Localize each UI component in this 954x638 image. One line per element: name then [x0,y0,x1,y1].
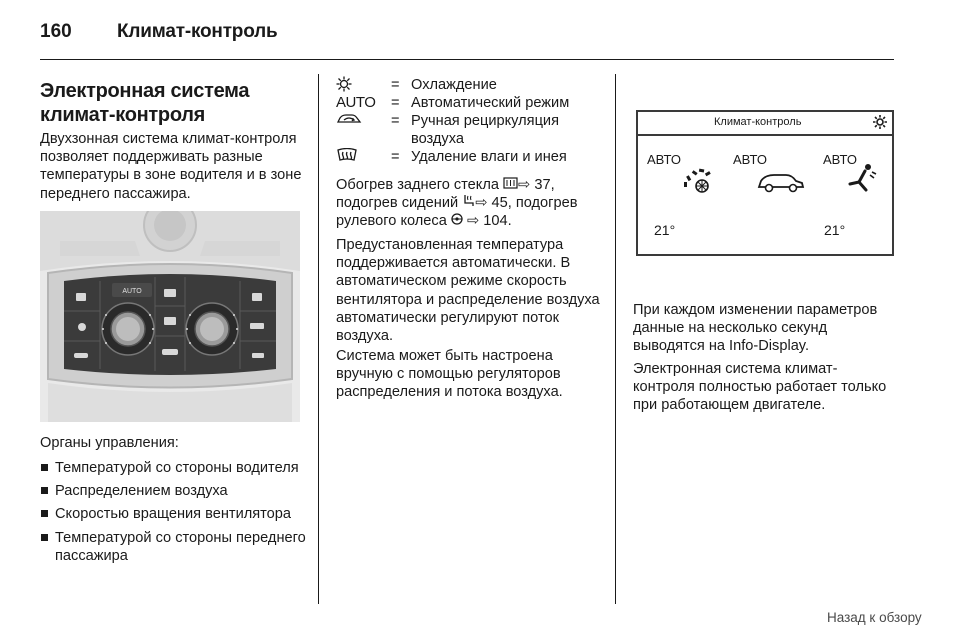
seat-heat-icon [462,195,475,211]
column-divider-2 [615,74,616,604]
rear-window-heat-icon [503,177,518,193]
header-divider [40,59,894,60]
list-item [40,459,312,477]
bullet-icon [41,510,48,517]
legend-equals: = [391,149,400,165]
recirculation-icon [336,112,384,131]
auto-text: AUTO [336,94,376,111]
display-temp-passenger: 21° [824,222,846,238]
info-display-title: Климат-контроль [714,116,802,128]
list-item [40,529,312,565]
info-display [636,110,894,256]
panel-auto-label: AUTO [122,288,142,295]
steering-wheel-heat-icon [451,213,463,229]
legend-row-recirculation [336,112,606,148]
settings-gear-icon[interactable] [872,114,888,130]
list-item-text: Распределением воздуха [55,483,228,500]
display-auto-recirculation: АВТО [733,152,767,167]
legend-description: Ручная рециркуляция воздуха [411,113,559,147]
list-item [40,505,312,523]
section-title-line1: Электронная система [40,80,250,102]
legend-equals: = [391,113,400,129]
legend-description: Удаление влаги и инея [411,149,567,165]
list-item-text: Температурой со стороны водителя [55,460,299,476]
page-number: 160 [40,21,72,42]
bullet-icon [41,464,48,471]
back-to-overview-link[interactable]: Назад к обзору [827,610,922,625]
bullet-icon [41,534,48,541]
seats-heat-label: подогрев сидений [336,195,459,212]
auto-mode-paragraph: Предустановленная температура поддерживается автоматически. В автоматическом режиме скорость вентилятора и распределение воздуха автоматически регулируют поток воздуха. [336,237,600,345]
climate-panel-illustration [40,211,300,422]
legend-description: Автоматический режим [411,95,570,111]
info-display-paragraph: При каждом изменении параметров данные на несколько секунд выводятся на Info-Display. [633,302,878,355]
controls-list [40,459,312,570]
engine-running-paragraph: Электронная система климат-контроля полностью работает только при работающем двигателе. [633,361,887,414]
page-ref-arrow-icon: ⇨ [466,213,480,230]
wheel-heat-label: подогрев рулевого колеса [336,195,578,230]
column-divider-1 [318,74,319,604]
car-recirculation-icon [756,170,806,194]
chapter-title: Климат-контроль [117,21,278,42]
display-auto-fan: АВТО [647,152,681,167]
legend-row-defrost [336,148,606,166]
rear-heat-label: Обогрев заднего стекла [336,177,499,193]
list-item [40,482,312,500]
intro-paragraph: Двухзонная система климат-контроля позволяет поддерживать разные температуры в зоне водителя и в зоне переднего пассажира. [40,131,302,202]
legend-equals: = [391,77,400,93]
section-title [40,79,315,127]
wheel-heat-page-ref[interactable]: 104 [483,213,508,230]
display-auto-distribution: АВТО [823,152,857,167]
climate-panel-photo [40,211,300,422]
display-temp-driver: 21° [654,222,676,238]
rear-heat-page-ref[interactable]: 37 [534,177,551,193]
air-distribution-seat-icon [846,162,878,194]
page-ref-arrow-icon: ⇨ [475,195,488,212]
section-title-line2: климат-контроля [40,104,206,126]
bullet-icon [41,487,48,494]
list-item-text: Скоростью вращения вентилятора [55,506,292,523]
legend-description: Охлаждение [411,77,497,93]
seats-heat-page-ref[interactable]: 45 [491,195,508,212]
legend-row-auto [336,94,606,112]
references-paragraph: Обогрев заднего стекла ⇨ 37, подогрев сидений ⇨ 45, подогрев рулевого колеса ⇨ 104. [336,177,578,230]
info-display-titlebar [638,112,892,136]
defrost-icon [336,148,384,167]
controls-label: Органы управления: [40,435,179,451]
legend-equals: = [391,95,400,111]
page-ref-arrow-icon: ⇨ [518,177,531,193]
fan-speed-icon [682,166,718,194]
list-item-text: Температурой со стороны переднего пассажира [55,529,306,564]
manual-mode-paragraph: Система может быть настроена вручную с помощью регуляторов распределения и потока воздуха. [336,348,563,401]
legend-row-cooling [336,76,606,94]
